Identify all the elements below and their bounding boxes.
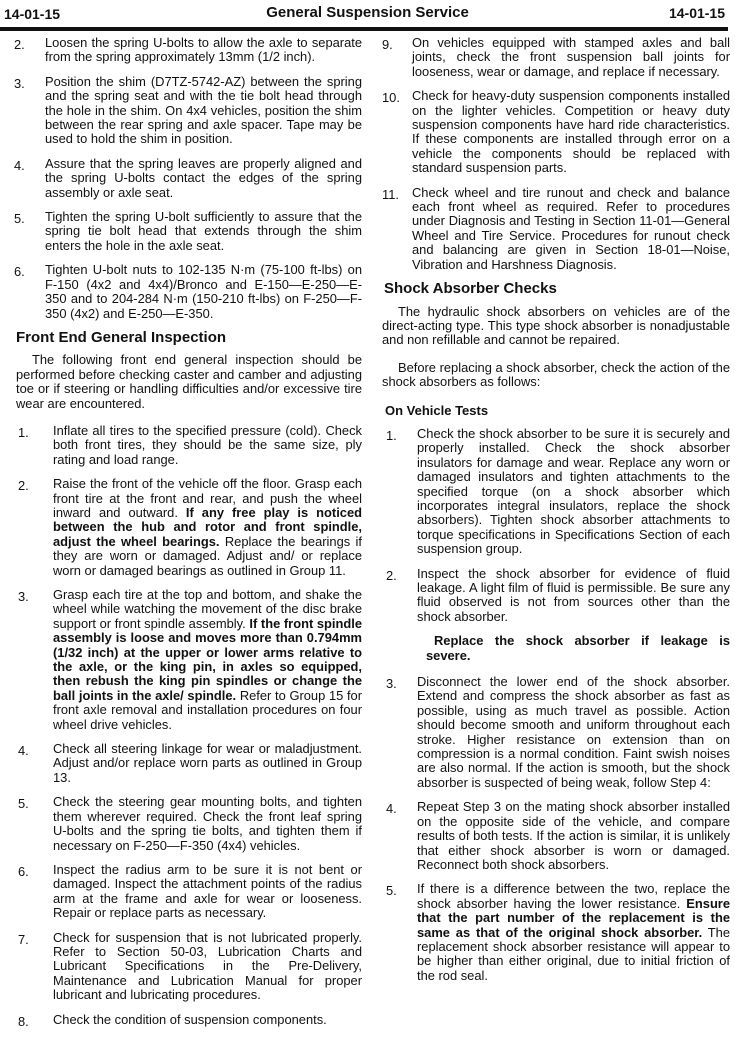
page-number-right: 14-01-15 <box>668 5 725 21</box>
step-number: 5. <box>14 211 25 227</box>
step-text: Disconnect the lower end of the shock absorber. Extend and compress the shock absorber as fast as possible, using as much travel as possible. Action should become smooth and uniform throughout each stroke. Higher resistance on extension than on compression is a normal condition. Faint swish noises are also normal. If the action is smooth, but the shock absorber is suspected of being weak, follow Step 4: <box>417 674 730 790</box>
step-number: 6. <box>14 264 25 280</box>
step-number: 3. <box>18 589 29 604</box>
step-text-post: Refer to Group 15 for front axle removal and installation procedures on four wheel drive vehicles. <box>53 687 363 732</box>
list-item <box>4 263 362 321</box>
step-text: Check wheel and tire runout and check and balance each front wheel as required. Refer to procedures under Diagnosis and Testing in Section 11-01—General Wheel and Tire Service. Procedures for runout check and balancing are given in Section 18-01—Noise, Vibration and Harshness Diagnosis. <box>412 184 730 272</box>
step-text: Check the steering gear mounting bolts, and tighten them wherever required. Check the front leaf spring U-bolts and the spring tie bolts, and tighten them if necessary on F-250—F-350 (4x4) vehicles. <box>53 794 362 853</box>
spring-steps-list <box>4 36 362 321</box>
list-item <box>4 795 362 853</box>
step-number: 2. <box>18 478 29 494</box>
continued-steps-list <box>382 36 730 272</box>
page-header <box>0 0 735 30</box>
on-vehicle-steps-list-a <box>382 427 730 624</box>
step-number: 3. <box>14 75 25 91</box>
step-number: 4. <box>18 743 29 759</box>
step-text: Assure that the spring leaves are properly aligned and the spring U-bolts contact the edges of the spring assembly or axle seat. <box>45 155 362 200</box>
step-text: Check for heavy-duty suspension components installed on the lighter vehicles. Competition or heavy duty suspension components have hard ride characteristics. If these components are installed through error on a vehicle the components should be replaced with standard suspension parts. <box>412 88 730 176</box>
on-vehicle-steps-list-b <box>382 675 730 983</box>
step-number: 8. <box>18 1013 29 1029</box>
step-text-emphasis: If any free play is noticed between the hub and rotor and front spindle, adjust the wheel bearings. <box>53 504 362 549</box>
step-text <box>417 882 730 983</box>
step-text: Tighten the spring U-bolt sufficiently to assure that the spring tie bolt head that extends through the shim enters the hole in the axle seat. <box>45 209 362 253</box>
right-column <box>382 36 730 993</box>
list-item <box>382 800 730 872</box>
step-text: Inspect the shock absorber for evidence of fluid leakage. A light film of fluid is permissible. Be sure any fluid observed is not from sources other than the shock absorber. <box>417 565 730 624</box>
step-number: 3. <box>386 676 397 692</box>
step-text: Check the shock absorber to be sure it is securely and properly installed. Check the shock absorber insulators for damage and wear. Replace any worn or damaged insulators and tighten attachments to the specified torque (on a shock absorber which incorporates integral insulators, replace the shock absorbers). Tighten shock absorber attachments to torque specifications in Specifications Section of each suspension group. <box>417 425 730 557</box>
list-item <box>382 427 730 557</box>
step-text <box>53 477 362 578</box>
shock-absorber-para-1: The hydraulic shock absorbers on vehicles are of the direct-acting type. This type shock absorber is nonadjustable and non refillable and cannot be repaired. <box>382 303 730 348</box>
step-text: Repeat Step 3 on the mating shock absorber installed on the opposite side of the vehicle, and compare results of both tests. If the action is similar, it is unlikely that either shock absorber is worn or damaged. Reconnect both shock absorbers. <box>417 799 730 872</box>
step-number: 4. <box>386 801 397 817</box>
list-item <box>382 882 730 983</box>
list-item <box>382 36 730 79</box>
step-number: 5. <box>18 796 29 812</box>
step-text: Loosen the spring U-bolts to allow the axle to separate from the spring approximately 13mm (1/2 inch). <box>45 35 362 65</box>
list-item <box>4 75 362 147</box>
list-item <box>4 588 362 732</box>
step-number: 7. <box>18 931 29 947</box>
step-number: 4. <box>14 157 25 173</box>
step-number: 2. <box>386 567 397 583</box>
list-item <box>382 89 730 175</box>
list-item <box>4 36 362 65</box>
step-text: Position the shim (D7TZ-5742-AZ) between the spring and the spring seat and with the tie bolt head through the hole in the shim. On 4x4 vehicles, position the shim between the rear spring and axle spacer. Tape may be used to hold the shim in position. <box>45 73 362 147</box>
left-column <box>4 36 362 1037</box>
front-end-steps-list <box>4 424 362 1027</box>
step-number: 1. <box>18 424 29 440</box>
step-text: Tighten U-bolt nuts to 102-135 N·m (75-100 ft-lbs) on F-150 (4x2 and 4x4)/Bronco and E-150—E-250—E-350 and to 204-284 N·m (150-210 ft-lbs) on F-250—F-350 (4x2) and E-250—E-350. <box>45 262 362 321</box>
step-text <box>53 588 362 732</box>
shock-absorber-heading: Shock Absorber Checks <box>384 280 557 298</box>
step-text: Inspect the radius arm to be sure it is not bent or damaged. Inspect the attachment points of the radius arm at the frame and axle for wear or looseness. Repair or replace parts as necessary. <box>53 861 362 921</box>
front-end-intro: The following front end general inspection should be performed before checking caster and camber and adjusting toe or if steering or handling difficulties and/or excessive tire wear are encountered. <box>16 352 362 411</box>
front-end-heading: Front End General Inspection <box>16 328 227 346</box>
step-number: 9. <box>382 37 393 52</box>
step-number: 10. <box>382 90 400 106</box>
list-item <box>4 477 362 578</box>
list-item <box>4 742 362 785</box>
step-text-pre: If there is a difference between the two, replace the shock absorber having the lower resistance. <box>417 881 730 911</box>
list-item <box>4 210 362 253</box>
page-number-left: 14-01-15 <box>4 6 61 22</box>
step-text-pre: Grasp each tire at the top and bottom, and shake the wheel while watching the movement of the disc brake support or front spindle assembly. <box>53 587 362 631</box>
step-number: 5. <box>386 883 397 899</box>
step-text-post: Replace the bearings if they are worn or damaged. Adjust and/ or replace worn or damaged bearings as outlined in Group 11. <box>53 533 362 578</box>
step-number: 1. <box>386 427 397 443</box>
step-text-post: The replacement shock absorber resistance will appear to be higher than either original, due to initial friction of the rod seal. <box>417 924 730 983</box>
header-rule <box>0 27 728 31</box>
step-number: 11. <box>382 186 399 202</box>
step-text: Check the condition of suspension components. <box>53 1011 327 1027</box>
list-item <box>382 186 730 272</box>
header-title: General Suspension Service <box>266 4 469 21</box>
step-text: Inflate all tires to the specified pressure (cold). Check both front tires, they should be the same size, ply rating and load range. <box>53 422 362 467</box>
list-item <box>4 1013 362 1027</box>
on-vehicle-tests-heading: On Vehicle Tests <box>385 402 489 418</box>
shock-absorber-para-2: Before replacing a shock absorber, check the action of the shock absorbers as follows: <box>382 359 730 390</box>
list-item <box>4 931 362 1003</box>
step-text-emphasis: Ensure that the part number of the replacement is the same as that of the original shock absorber. <box>417 895 730 940</box>
step-number: 2. <box>14 37 25 52</box>
step-text-emphasis: If the front spindle assembly is loose and moves more than 0.794mm (1/32 inch) at the upper or lower arms relative to the axle, or the king pin, in axles so equipped, then rebush the king pin spindles or change the ball joints in the axle/ spindle. <box>53 615 363 703</box>
list-item <box>382 567 730 625</box>
leakage-warning: Replace the shock absorber if leakage is severe. <box>426 633 730 663</box>
step-text-pre: Raise the front of the vehicle off the floor. Grasp each front tire at the front and rear, and push the wheel inward and outward. <box>53 476 362 520</box>
list-item <box>4 157 362 200</box>
list-item <box>382 675 730 790</box>
step-number: 6. <box>18 863 29 879</box>
list-item <box>4 863 362 921</box>
step-text: Check for suspension that is not lubricated properly. Refer to Section 50-03, Lubrication Charts and Lubricant Specifications in the Pre-Delivery, Maintenance and Lubrication Manual for proper lubricant and lubricating procedures. <box>53 929 362 1003</box>
list-item <box>4 424 362 467</box>
step-text: On vehicles equipped with stamped axles and ball joints, check the front suspension ball joints for looseness, wear or damage, and replace if necessary. <box>412 35 730 79</box>
step-text: Check all steering linkage for wear or maladjustment. Adjust and/or replace worn parts as outlined in Group 13. <box>53 741 362 785</box>
